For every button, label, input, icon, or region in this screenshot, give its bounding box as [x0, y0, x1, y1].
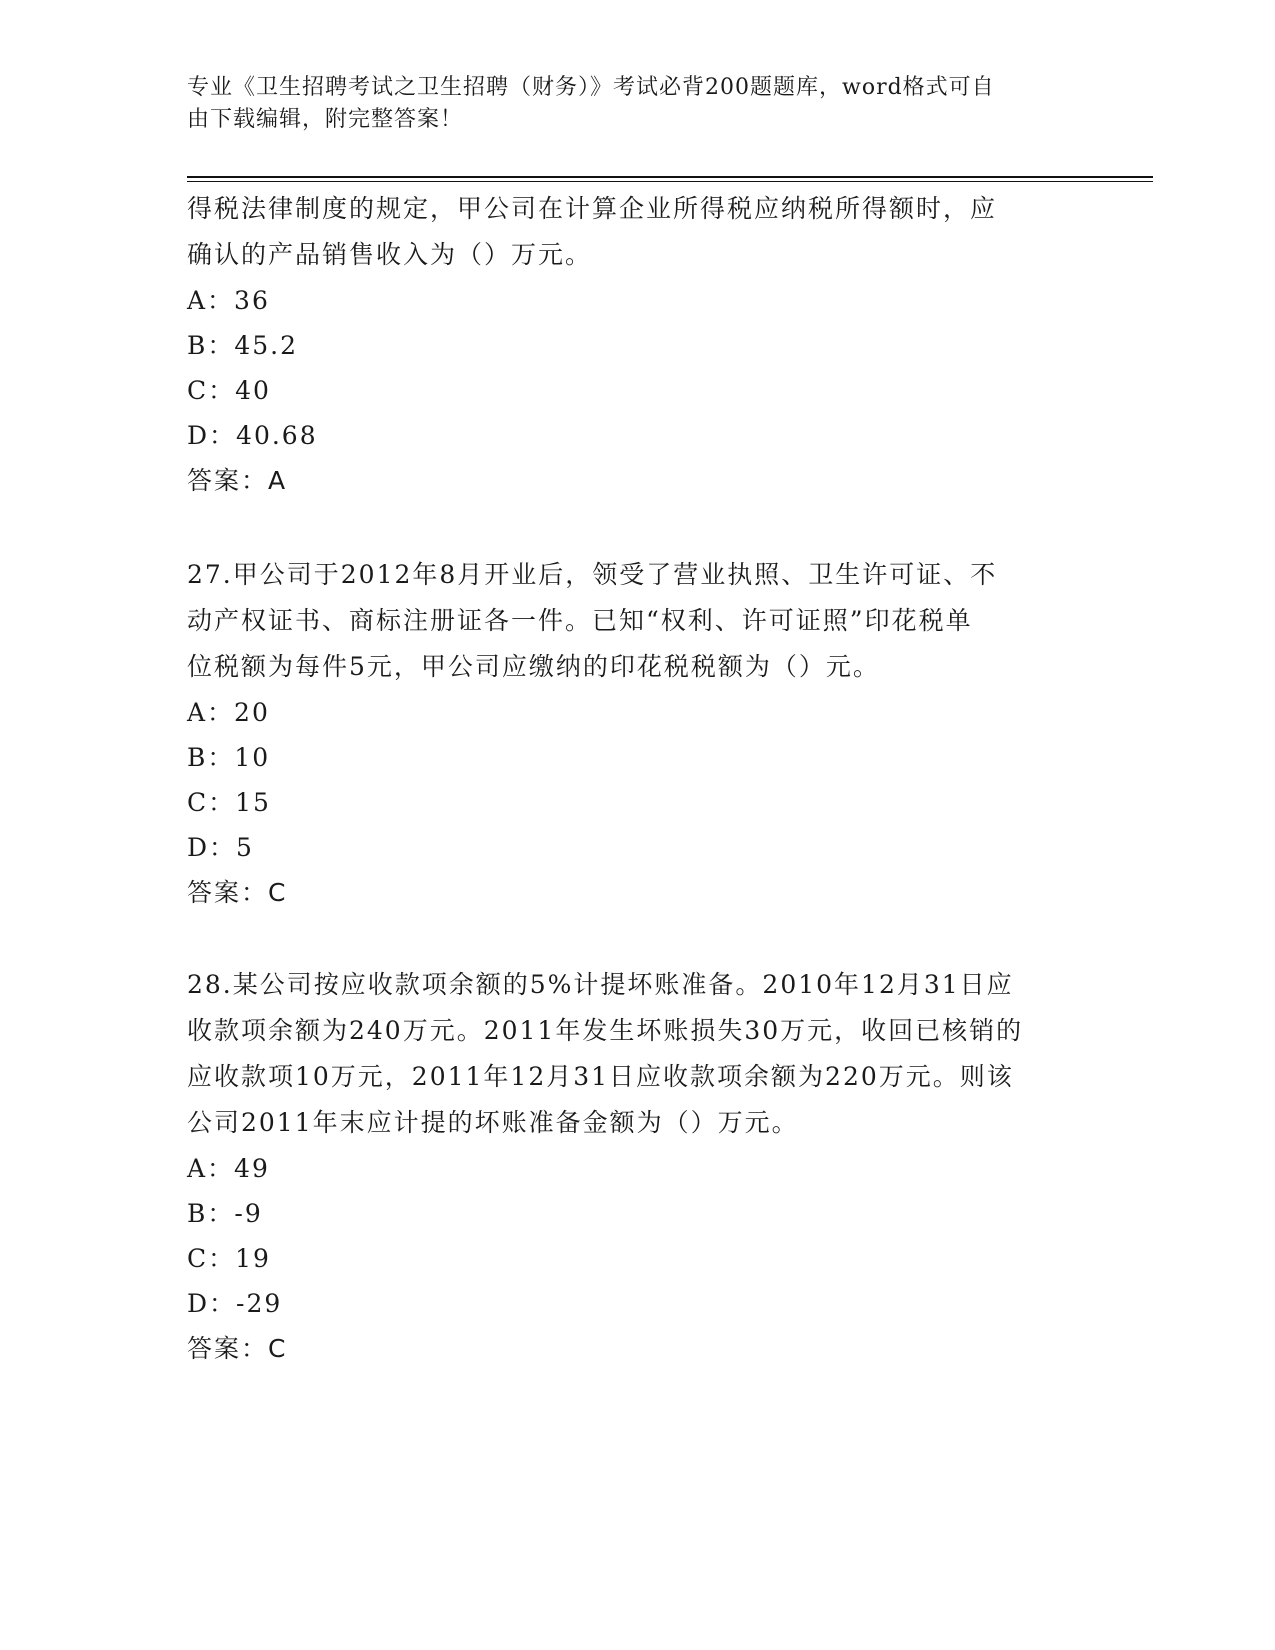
question-text-line: 收款项余额为240万元。2011年发生坏账损失30万元，收回已核销的: [187, 1016, 1024, 1045]
header-line-1: 专业《卫生招聘考试之卫生招聘（财务）》考试必背200题题库，word格式可自: [187, 75, 995, 100]
question-text-line: 公司2011年末应计提的坏账准备金额为（）万元。: [187, 1108, 799, 1137]
option-b: B：-9: [187, 1199, 263, 1228]
question-text-line: 确认的产品销售收入为（）万元。: [187, 240, 593, 269]
question-text-line: 应收款项10万元，2011年12月31日应收款项余额为220万元。则该: [187, 1062, 1014, 1091]
option-c: C：15: [187, 788, 271, 817]
option-d: D：5: [187, 833, 254, 862]
option-b: B：10: [187, 743, 271, 772]
option-a: A：49: [187, 1154, 270, 1183]
answer-line: 答案：C: [187, 1334, 288, 1363]
question-text-line: 得税法律制度的规定，甲公司在计算企业所得税应纳税所得额时，应: [187, 194, 998, 223]
header-divider-thick: [187, 176, 1153, 178]
question-text-line: 28.某公司按应收款项余额的5%计提坏账准备。2010年12月31日应: [187, 970, 1014, 999]
question-text-line: 位税额为每件5元，甲公司应缴纳的印花税税额为（）元。: [187, 652, 880, 681]
header-divider-thin: [187, 181, 1153, 182]
question-text-line: 动产权证书、商标注册证各一件。已知“权利、许可证照”印花税单: [187, 606, 973, 635]
option-c: C：40: [187, 376, 271, 405]
question-26-block: [187, 186, 1087, 504]
option-c: C：19: [187, 1244, 271, 1273]
question-28-block: [187, 962, 1087, 1372]
answer-line: 答案：C: [187, 878, 288, 907]
question-text-line: 27.甲公司于2012年8月开业后，领受了营业执照、卫生许可证、不: [187, 560, 998, 589]
question-27-block: [187, 552, 1087, 916]
option-b: B：45.2: [187, 331, 299, 360]
header-line-2: 由下载编辑，附完整答案！: [187, 107, 464, 132]
option-a: A：20: [187, 698, 270, 727]
document-header: [187, 72, 1067, 136]
answer-line: 答案：A: [187, 466, 288, 495]
option-d: D：40.68: [187, 421, 318, 450]
option-a: A：36: [187, 286, 270, 315]
option-d: D：-29: [187, 1289, 283, 1318]
